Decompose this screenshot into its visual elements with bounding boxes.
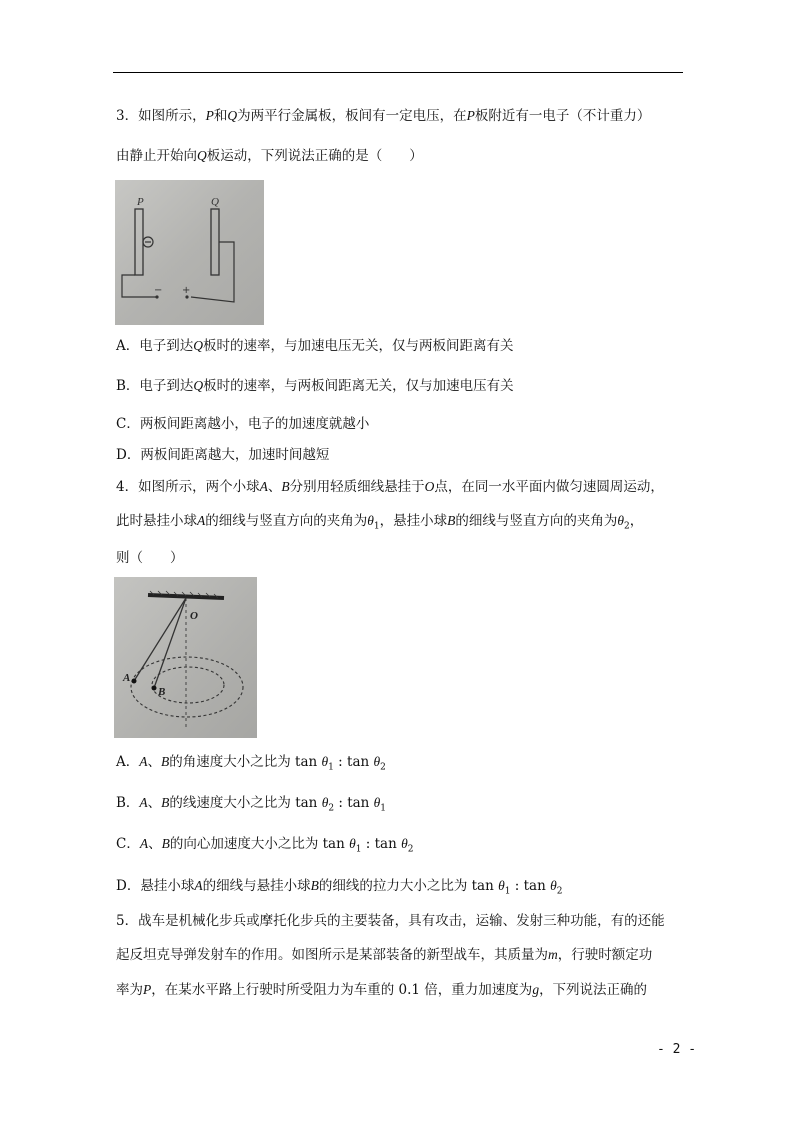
q4-option-c: C．A、B的向心加速度大小之比为 $\tan \theta_1$ : $\tan \theta_2$	[116, 836, 414, 855]
q4-stem-line1: 4．如图所示，两个小球A、B分别用轻质细线悬挂于O点，在同一水平面内做匀速圆周运动，	[116, 479, 664, 495]
page-number: - 2 -	[657, 1042, 697, 1057]
svg-text:O: O	[190, 610, 198, 622]
q5-stem-line3: 率为P，在某水平路上行驶时所受阻力为车重的 0.1 倍，重力加速度为g，下列说法正确的	[116, 982, 648, 998]
svg-text:−: −	[154, 285, 163, 296]
q5-stem-line2: 起反坦克导弹发射车的作用。如图所示是某部装备的新型战车，其质量为m，行驶时额定功	[116, 947, 653, 963]
q3-option-b: B．电子到达Q板时的速率，与两板间距离无关，仅与加速电压有关	[116, 378, 514, 394]
svg-text:P: P	[137, 196, 144, 208]
q5-stem-line1: 5．战车是机械化步兵或摩托化步兵的主要装备，具有攻击，运输、发射三种功能，有的还能	[116, 913, 665, 929]
header-rule	[113, 72, 683, 73]
q4-figure-pendulums	[114, 577, 257, 738]
q3-stem-line1: 3．如图所示，P和Q为两平行金属板，板间有一定电压，在P板附近有一电子（不计重力）	[116, 108, 651, 124]
q3-option-a: A．电子到达Q板时的速率，与加速电压无关，仅与两板间距离有关	[116, 338, 514, 354]
svg-text:+: +	[182, 285, 191, 296]
q3-stem-line2: 由静止开始向Q板运动，下列说法正确的是（ ）	[116, 148, 423, 164]
q4-option-b: B．A、B的线速度大小之比为 $\tan \theta_2$ : $\tan \theta_1$	[116, 795, 387, 814]
q3-option-d: D．两板间距离越大，加速时间越短	[116, 447, 330, 463]
q4-stem-line2: 此时悬挂小球A的细线与竖直方向的夹角为$\theta_1$，悬挂小球B的细线与竖直方向的夹角为$\theta_2$，	[116, 513, 644, 532]
q4-option-a: A．A、B的角速度大小之比为 $\tan \theta_1$ : $\tan \theta_2$	[116, 754, 386, 773]
q3-figure-plates	[115, 180, 264, 325]
svg-text:B: B	[158, 686, 166, 698]
q4-stem-line3: 则（ ）	[116, 550, 184, 566]
svg-text:A: A	[123, 672, 131, 684]
q4-option-d: D．悬挂小球A的细线与悬挂小球B的细线的拉力大小之比为 $\tan \theta_1$ : $\tan \theta_2$	[116, 878, 563, 897]
svg-text:Q: Q	[211, 196, 219, 208]
q3-option-c: C．两板间距离越小，电子的加速度就越小	[116, 416, 370, 432]
